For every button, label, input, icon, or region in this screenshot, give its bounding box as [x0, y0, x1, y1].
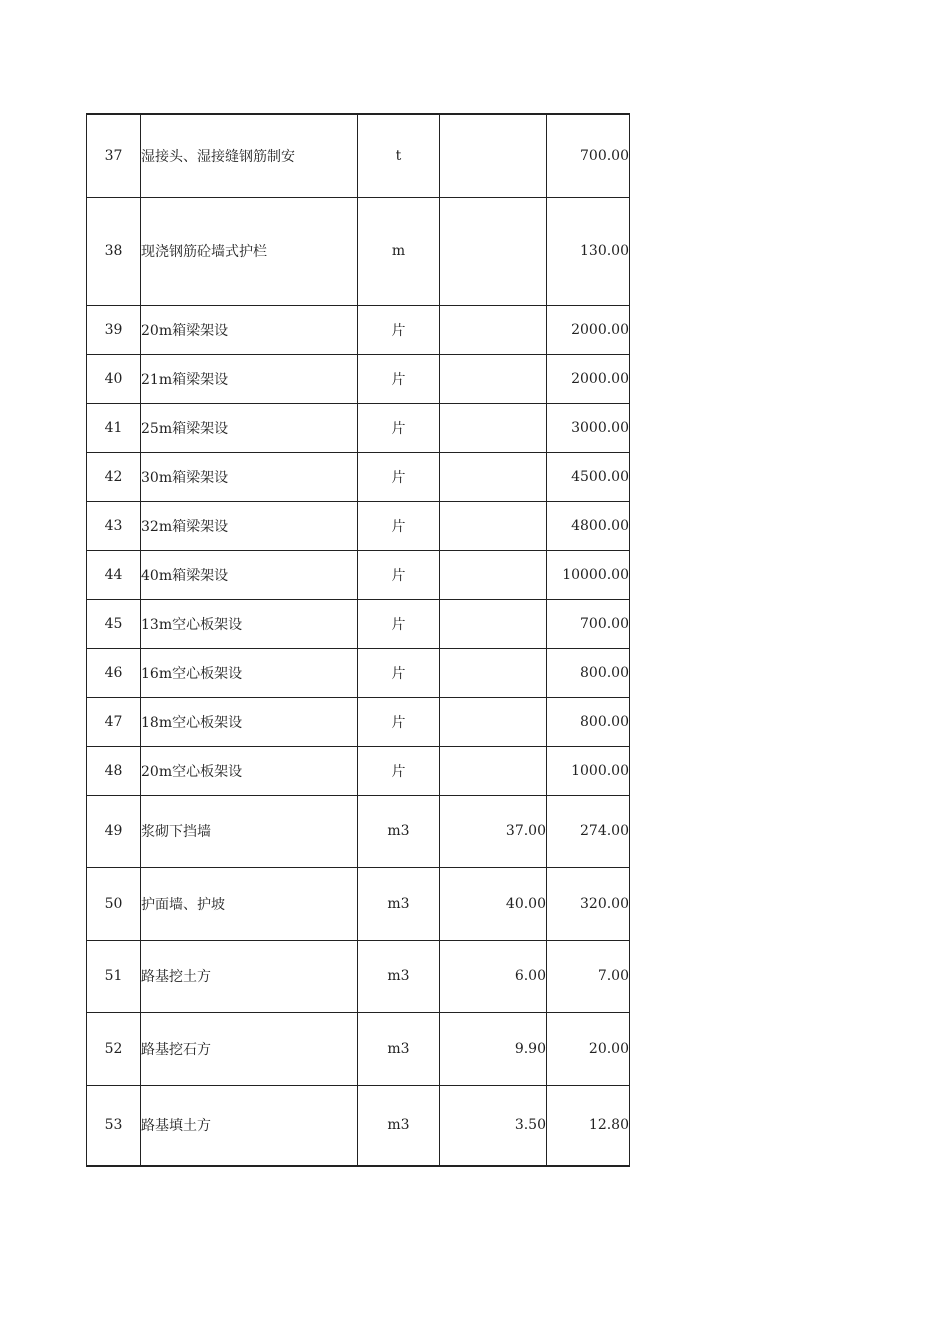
item-name: 21m箱梁架设: [141, 354, 358, 403]
item-name: 25m箱梁架设: [141, 403, 358, 452]
item-name: 32m箱梁架设: [141, 501, 358, 550]
row-number: 41: [87, 403, 141, 452]
table-row: [87, 746, 630, 795]
quantity-cell: 37.00: [440, 795, 547, 867]
unit-cell: 片: [358, 550, 440, 599]
unit-price-cell: 130.00: [547, 197, 630, 305]
item-name: 浆砌下挡墙: [141, 795, 358, 867]
unit-price-cell: 7.00: [547, 940, 630, 1012]
row-number: 38: [87, 197, 141, 305]
item-name: 30m箱梁架设: [141, 452, 358, 501]
row-number: 42: [87, 452, 141, 501]
unit-cell: 片: [358, 403, 440, 452]
quantity-cell: [440, 501, 547, 550]
unit-price-cell: 1000.00: [547, 746, 630, 795]
row-number: 43: [87, 501, 141, 550]
unit-cell: 片: [358, 697, 440, 746]
table-row: [87, 305, 630, 354]
unit-price-cell: 700.00: [547, 114, 630, 197]
row-number: 49: [87, 795, 141, 867]
quantity-cell: [440, 599, 547, 648]
row-number: 48: [87, 746, 141, 795]
quantity-cell: [440, 354, 547, 403]
unit-price-cell: 4500.00: [547, 452, 630, 501]
unit-cell: m: [358, 197, 440, 305]
unit-price-cell: 274.00: [547, 795, 630, 867]
unit-cell: m3: [358, 867, 440, 940]
table-row: [87, 452, 630, 501]
quantity-cell: [440, 114, 547, 197]
table-row: [87, 403, 630, 452]
table-row: [87, 197, 630, 305]
quantity-cell: [440, 648, 547, 697]
table-row: [87, 648, 630, 697]
quantity-cell: 9.90: [440, 1012, 547, 1085]
unit-price-cell: 2000.00: [547, 305, 630, 354]
price-table: [86, 113, 630, 1167]
unit-cell: 片: [358, 452, 440, 501]
row-number: 40: [87, 354, 141, 403]
quantity-cell: [440, 452, 547, 501]
quantity-cell: 40.00: [440, 867, 547, 940]
item-name: 湿接头、湿接缝钢筋制安: [141, 114, 358, 197]
unit-cell: m3: [358, 1012, 440, 1085]
unit-cell: 片: [358, 599, 440, 648]
row-number: 39: [87, 305, 141, 354]
table-row: [87, 795, 630, 867]
unit-price-cell: 4800.00: [547, 501, 630, 550]
row-number: 44: [87, 550, 141, 599]
unit-price-cell: 10000.00: [547, 550, 630, 599]
table-body: [87, 114, 630, 1166]
row-number: 46: [87, 648, 141, 697]
unit-price-cell: 800.00: [547, 697, 630, 746]
unit-price-cell: 800.00: [547, 648, 630, 697]
quantity-cell: [440, 550, 547, 599]
item-name: 20m箱梁架设: [141, 305, 358, 354]
table-row: [87, 354, 630, 403]
table-row: [87, 867, 630, 940]
unit-cell: 片: [358, 354, 440, 403]
row-number: 37: [87, 114, 141, 197]
table-row: [87, 114, 630, 197]
quantity-cell: [440, 305, 547, 354]
item-name: 路基挖土方: [141, 940, 358, 1012]
row-number: 47: [87, 697, 141, 746]
item-name: 16m空心板架设: [141, 648, 358, 697]
item-name: 路基填土方: [141, 1085, 358, 1166]
unit-price-cell: 3000.00: [547, 403, 630, 452]
row-number: 50: [87, 867, 141, 940]
unit-cell: m3: [358, 1085, 440, 1166]
row-number: 45: [87, 599, 141, 648]
table-row: [87, 1012, 630, 1085]
quantity-cell: [440, 746, 547, 795]
unit-price-cell: 2000.00: [547, 354, 630, 403]
item-name: 路基挖石方: [141, 1012, 358, 1085]
quantity-cell: [440, 403, 547, 452]
unit-cell: 片: [358, 501, 440, 550]
unit-cell: 片: [358, 648, 440, 697]
row-number: 53: [87, 1085, 141, 1166]
unit-price-cell: 320.00: [547, 867, 630, 940]
unit-cell: 片: [358, 746, 440, 795]
item-name: 13m空心板架设: [141, 599, 358, 648]
quantity-cell: [440, 197, 547, 305]
row-number: 52: [87, 1012, 141, 1085]
table-row: [87, 1085, 630, 1166]
quantity-cell: 3.50: [440, 1085, 547, 1166]
unit-price-cell: 700.00: [547, 599, 630, 648]
item-name: 20m空心板架设: [141, 746, 358, 795]
unit-price-cell: 12.80: [547, 1085, 630, 1166]
row-number: 51: [87, 940, 141, 1012]
table-row: [87, 599, 630, 648]
unit-cell: m3: [358, 940, 440, 1012]
unit-cell: m3: [358, 795, 440, 867]
unit-price-cell: 20.00: [547, 1012, 630, 1085]
table-row: [87, 940, 630, 1012]
table-row: [87, 501, 630, 550]
unit-cell: t: [358, 114, 440, 197]
item-name: 护面墙、护坡: [141, 867, 358, 940]
table-row: [87, 550, 630, 599]
quantity-cell: [440, 697, 547, 746]
item-name: 18m空心板架设: [141, 697, 358, 746]
item-name: 现浇钢筋砼墙式护栏: [141, 197, 358, 305]
table-row: [87, 697, 630, 746]
item-name: 40m箱梁架设: [141, 550, 358, 599]
quantity-cell: 6.00: [440, 940, 547, 1012]
unit-cell: 片: [358, 305, 440, 354]
